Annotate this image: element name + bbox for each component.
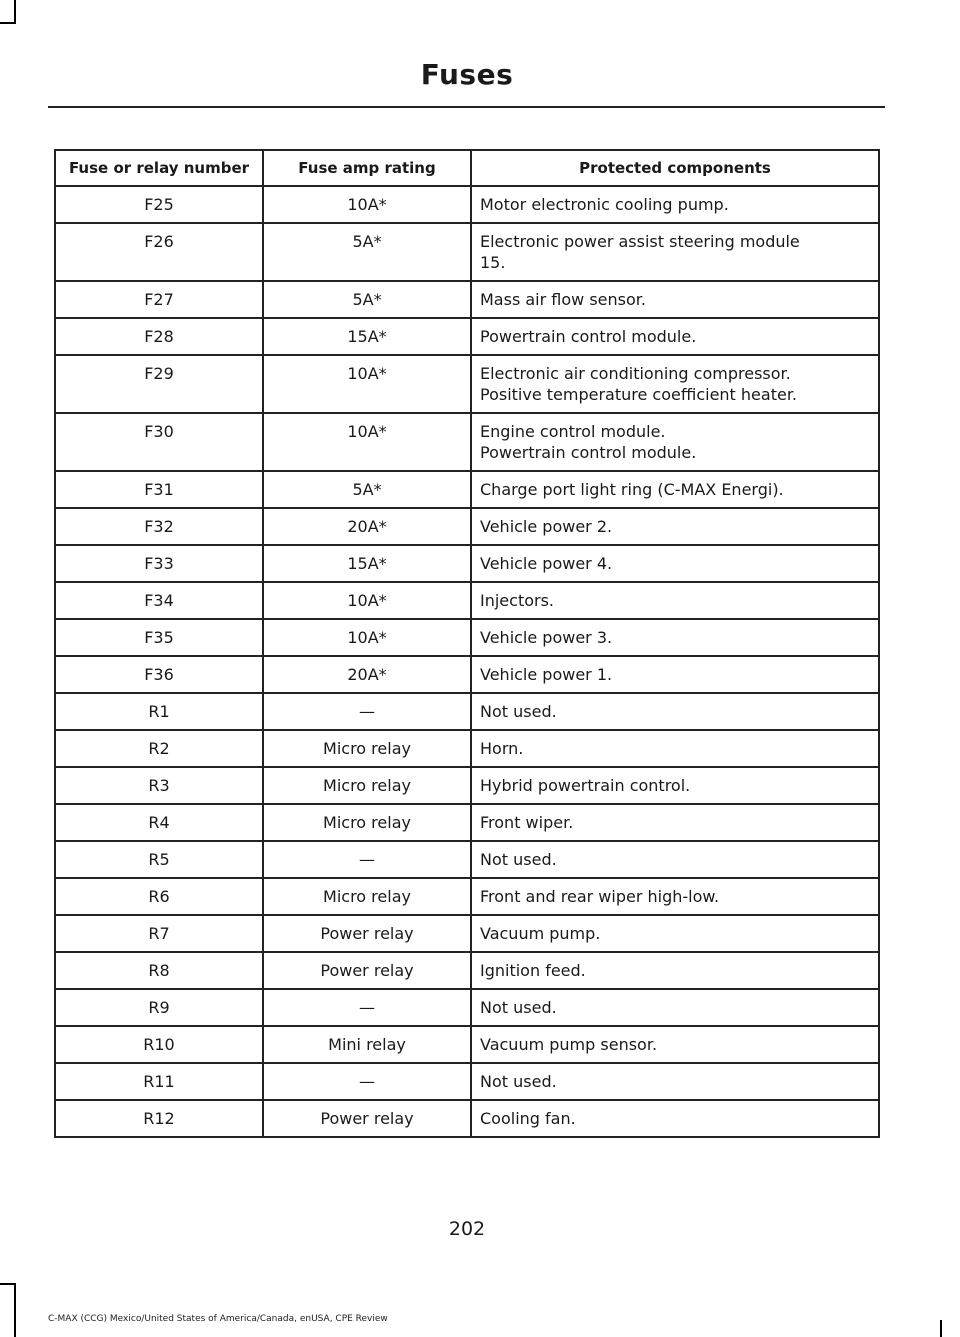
- protected-components-cell: [471, 186, 879, 223]
- amp-rating-cell: 10A*: [263, 355, 471, 413]
- table-row: [55, 730, 879, 767]
- table-row: [55, 545, 879, 582]
- amp-rating-cell: Mini relay: [263, 1026, 471, 1063]
- protected-components-cell: [471, 281, 879, 318]
- table-row: [55, 989, 879, 1026]
- fuse-number-cell: F33: [55, 545, 263, 582]
- component-line: Not used.: [480, 998, 557, 1017]
- table-row: [55, 656, 879, 693]
- crop-mark-top-left-vertical: [14, 0, 16, 24]
- protected-components-cell: [471, 223, 879, 281]
- component-line: Vacuum pump sensor.: [480, 1035, 658, 1054]
- column-header-amp-rating: Fuse amp rating: [263, 150, 471, 186]
- protected-components-cell: [471, 878, 879, 915]
- table-row: [55, 471, 879, 508]
- protected-components-cell: [471, 989, 879, 1026]
- component-line: Not used.: [480, 702, 557, 721]
- table-row: [55, 693, 879, 730]
- protected-components-cell: [471, 1026, 879, 1063]
- fuse-number-cell: F35: [55, 619, 263, 656]
- component-line: Motor electronic cooling pump.: [480, 195, 729, 214]
- fuse-number-cell: F30: [55, 413, 263, 471]
- fuse-number-cell: F27: [55, 281, 263, 318]
- protected-components-cell: [471, 318, 879, 355]
- table-body: [55, 186, 879, 1137]
- fuse-number-cell: F31: [55, 471, 263, 508]
- protected-components-cell: [471, 767, 879, 804]
- amp-rating-cell: Power relay: [263, 915, 471, 952]
- table-row: [55, 878, 879, 915]
- component-line: Powertrain control module.: [480, 327, 697, 346]
- protected-components-cell: [471, 841, 879, 878]
- fuse-number-cell: R10: [55, 1026, 263, 1063]
- component-line: Horn.: [480, 739, 524, 758]
- protected-components-cell: [471, 413, 879, 471]
- amp-rating-cell: 10A*: [263, 582, 471, 619]
- component-line: Vehicle power 4.: [480, 554, 613, 573]
- protected-components-cell: [471, 1100, 879, 1137]
- amp-rating-cell: —: [263, 693, 471, 730]
- table-row: [55, 619, 879, 656]
- component-line: Vehicle power 2.: [480, 517, 613, 536]
- component-line: Hybrid powertrain control.: [480, 776, 691, 795]
- protected-components-cell: [471, 952, 879, 989]
- table-row: [55, 281, 879, 318]
- amp-rating-cell: —: [263, 841, 471, 878]
- table-row: [55, 355, 879, 413]
- fuse-number-cell: R8: [55, 952, 263, 989]
- component-line: Vacuum pump.: [480, 924, 601, 943]
- amp-rating-cell: 20A*: [263, 508, 471, 545]
- fuse-number-cell: F29: [55, 355, 263, 413]
- component-line: Vehicle power 3.: [480, 628, 613, 647]
- table-row: [55, 767, 879, 804]
- table-row: [55, 915, 879, 952]
- protected-components-cell: [471, 1063, 879, 1100]
- protected-components-cell: [471, 656, 879, 693]
- amp-rating-cell: Micro relay: [263, 767, 471, 804]
- column-header-protected-components: Protected components: [471, 150, 879, 186]
- crop-mark-top-left-horizontal: [0, 22, 16, 24]
- table-row: [55, 804, 879, 841]
- component-line: Not used.: [480, 850, 557, 869]
- table-row: [55, 186, 879, 223]
- amp-rating-cell: Micro relay: [263, 730, 471, 767]
- fuse-number-cell: R7: [55, 915, 263, 952]
- component-line: Ignition feed.: [480, 961, 586, 980]
- fuse-number-cell: R2: [55, 730, 263, 767]
- page-number: 202: [448, 1218, 486, 1240]
- title-divider: [48, 106, 885, 108]
- amp-rating-cell: 15A*: [263, 545, 471, 582]
- component-line: Electronic air conditioning compressor.: [480, 364, 791, 383]
- protected-components-cell: [471, 804, 879, 841]
- amp-rating-cell: 10A*: [263, 186, 471, 223]
- fuse-number-cell: R3: [55, 767, 263, 804]
- component-line: Positive temperature coefficient heater.: [480, 385, 798, 404]
- crop-mark-bottom-left-horizontal: [0, 1283, 16, 1285]
- table-row: [55, 413, 879, 471]
- component-line: Injectors.: [480, 591, 555, 610]
- component-line: Front wiper.: [480, 813, 574, 832]
- fuse-number-cell: F28: [55, 318, 263, 355]
- amp-rating-cell: —: [263, 1063, 471, 1100]
- crop-mark-bottom-right-vertical: [940, 1320, 942, 1337]
- fuse-number-cell: F34: [55, 582, 263, 619]
- table-row: [55, 582, 879, 619]
- fuse-number-cell: R5: [55, 841, 263, 878]
- fuse-number-cell: R11: [55, 1063, 263, 1100]
- component-line: Charge port light ring (C-MAX Energi).: [480, 480, 784, 499]
- component-line: Front and rear wiper high-low.: [480, 887, 720, 906]
- amp-rating-cell: 5A*: [263, 281, 471, 318]
- component-line: Engine control module.: [480, 422, 666, 441]
- amp-rating-cell: Micro relay: [263, 804, 471, 841]
- component-line: Mass air flow sensor.: [480, 290, 646, 309]
- table-row: [55, 1026, 879, 1063]
- amp-rating-cell: Power relay: [263, 1100, 471, 1137]
- component-line: Electronic power assist steering module: [480, 232, 800, 251]
- table-row: [55, 841, 879, 878]
- amp-rating-cell: Power relay: [263, 952, 471, 989]
- fuse-number-cell: F32: [55, 508, 263, 545]
- amp-rating-cell: Micro relay: [263, 878, 471, 915]
- table-row: [55, 508, 879, 545]
- fuse-number-cell: R12: [55, 1100, 263, 1137]
- table-row: [55, 952, 879, 989]
- protected-components-cell: [471, 915, 879, 952]
- protected-components-cell: [471, 545, 879, 582]
- protected-components-cell: [471, 508, 879, 545]
- amp-rating-cell: 10A*: [263, 619, 471, 656]
- fuse-number-cell: R4: [55, 804, 263, 841]
- fuse-number-cell: F25: [55, 186, 263, 223]
- component-line: Vehicle power 1.: [480, 665, 613, 684]
- fuse-number-cell: R9: [55, 989, 263, 1026]
- protected-components-cell: [471, 693, 879, 730]
- amp-rating-cell: 15A*: [263, 318, 471, 355]
- amp-rating-cell: 5A*: [263, 471, 471, 508]
- table-row: [55, 1063, 879, 1100]
- amp-rating-cell: 5A*: [263, 223, 471, 281]
- protected-components-cell: [471, 582, 879, 619]
- component-line: Cooling fan.: [480, 1109, 576, 1128]
- table-header-row: [55, 150, 879, 186]
- fuse-number-cell: R6: [55, 878, 263, 915]
- document-info: C-MAX (CCG) Mexico/United States of America/Canada, enUSA, CPE Review: [48, 1314, 388, 1324]
- table-row: [55, 1100, 879, 1137]
- crop-mark-bottom-left-vertical: [14, 1283, 16, 1337]
- page-title: Fuses: [420, 58, 514, 91]
- table-row: [55, 223, 879, 281]
- component-line: Powertrain control module.: [480, 443, 697, 462]
- component-line: Not used.: [480, 1072, 557, 1091]
- amp-rating-cell: 20A*: [263, 656, 471, 693]
- fuse-number-cell: F26: [55, 223, 263, 281]
- table-row: [55, 318, 879, 355]
- fuse-table: [54, 149, 880, 1138]
- amp-rating-cell: 10A*: [263, 413, 471, 471]
- protected-components-cell: [471, 730, 879, 767]
- protected-components-cell: [471, 355, 879, 413]
- fuse-number-cell: F36: [55, 656, 263, 693]
- column-header-fuse-number: Fuse or relay number: [55, 150, 263, 186]
- protected-components-cell: [471, 471, 879, 508]
- fuse-number-cell: R1: [55, 693, 263, 730]
- amp-rating-cell: —: [263, 989, 471, 1026]
- component-line: 15.: [480, 253, 506, 272]
- protected-components-cell: [471, 619, 879, 656]
